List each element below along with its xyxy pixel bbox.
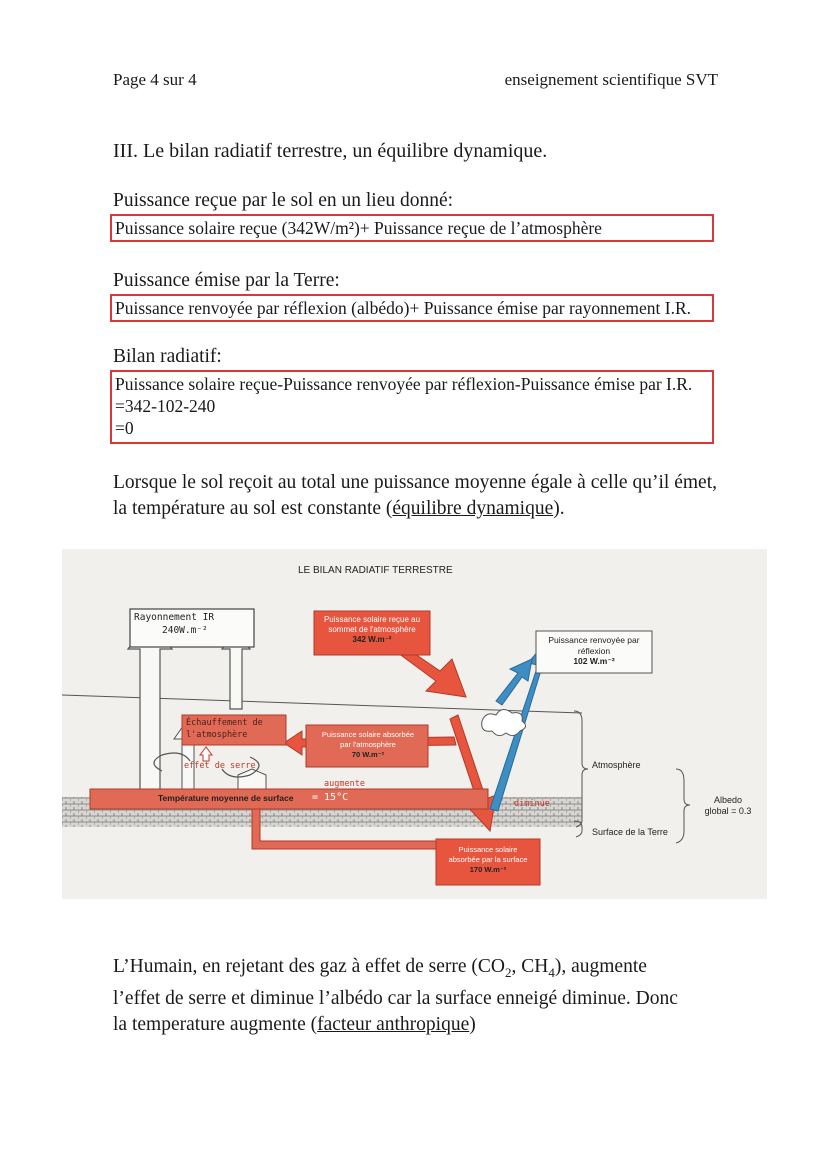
anthropic-line1-mid: , CH bbox=[511, 956, 549, 977]
decrease-label: diminue bbox=[514, 799, 550, 809]
solar-incoming-value: 342 W.m⁻² bbox=[352, 635, 392, 644]
absorbed-surface-text bbox=[436, 845, 540, 875]
block-balance-line-3: =0 bbox=[115, 418, 134, 438]
atmo-heating-text bbox=[186, 717, 286, 741]
absorbed-surface-line-2: absorbée par la surface bbox=[448, 855, 528, 864]
block-emitted-label: Puissance émise par la Terre: bbox=[113, 270, 340, 291]
link-facteur-anthropique: facteur anthropique bbox=[317, 1013, 470, 1035]
paragraph-equilibrium bbox=[113, 470, 717, 522]
reflected-line-2: réflexion bbox=[577, 645, 611, 656]
link-equilibre-dynamique: équilibre dynamique bbox=[392, 498, 554, 519]
page-number: Page 4 sur 4 bbox=[113, 70, 197, 89]
paragraph-anthropic bbox=[113, 954, 717, 1038]
figure-title: LE BILAN RADIATIF TERRESTRE bbox=[298, 565, 453, 576]
block-balance-box bbox=[110, 370, 714, 444]
solar-incoming-line-2: sommet de l'atmosphère bbox=[328, 625, 416, 634]
absorbed-atmo-line-2: par l'atmosphère bbox=[340, 740, 396, 749]
ir-label: Rayonnement IR bbox=[134, 612, 215, 623]
paragraph-equilibrium-end: ). bbox=[553, 498, 565, 519]
albedo-brace bbox=[676, 769, 690, 843]
increase-label: augmente bbox=[324, 779, 365, 789]
figure-drawing bbox=[62, 549, 767, 899]
ir-value: 240W.m⁻² bbox=[162, 625, 208, 636]
radiative-balance-figure bbox=[62, 549, 767, 899]
anthropic-line3-pre: la temperature augmente ( bbox=[113, 1013, 318, 1035]
block-received-label: Puissance reçue par le sol en un lieu donné: bbox=[113, 190, 454, 211]
absorbed-atmo-text bbox=[308, 730, 428, 760]
paragraph-anthropic-line-2: l’effet de serre et diminue l’albédo car la surface enneigé diminue. Donc bbox=[113, 987, 678, 1009]
anthropic-line1-pre: L’Humain, en rejetant des gaz à effet de serre (CO bbox=[113, 956, 505, 977]
atmosphere-label: Atmosphère bbox=[592, 760, 641, 770]
absorbed-atmo-value: 70 W.m⁻² bbox=[351, 750, 385, 759]
albedo-line-1: Albedo bbox=[713, 795, 743, 805]
surface-label: Surface de la Terre bbox=[592, 827, 668, 837]
albedo-line-2: global = 0.3 bbox=[704, 806, 752, 816]
surface-temp-label: Température moyenne de surface bbox=[158, 793, 294, 803]
paragraph-anthropic-line-3 bbox=[113, 1012, 717, 1038]
block-balance-line-2: =342-102-240 bbox=[115, 396, 216, 416]
block-received-box bbox=[110, 214, 714, 242]
reflected-line-1: Puissance renvoyée par bbox=[548, 635, 640, 645]
albedo-label bbox=[698, 795, 758, 817]
atmo-heating-line-2: l'atmosphère bbox=[186, 730, 248, 740]
reflected-value: 102 W.m⁻² bbox=[573, 656, 615, 666]
solar-incoming-text bbox=[314, 615, 430, 645]
greenhouse-up-icon bbox=[200, 747, 212, 761]
paragraph-equilibrium-text: Lorsque le sol reçoit au total une puissance moyenne égale à celle qu’il émet, la température au sol est constante ( bbox=[113, 472, 717, 519]
anthropic-line3-post: ) bbox=[469, 1013, 476, 1035]
greenhouse-label: effet de serre bbox=[184, 761, 256, 771]
absorbed-atmo-line-1: Puissance solaire absorbée bbox=[321, 730, 415, 739]
block-balance-line-1: Puissance solaire reçue-Puissance renvoyée par réflexion-Puissance émise par I.R. bbox=[115, 374, 693, 394]
atmo-heating-line-1: Échauffement de bbox=[186, 718, 263, 728]
paragraph-anthropic-line-1 bbox=[113, 954, 717, 986]
block-emitted-line: Puissance renvoyée par réflexion (albédo)+ Puissance émise par rayonnement I.R. bbox=[115, 298, 691, 318]
cloud-icon bbox=[482, 709, 526, 735]
block-emitted-box bbox=[110, 294, 714, 322]
block-balance-label: Bilan radiatif: bbox=[113, 346, 222, 367]
co2-subscript: 2 bbox=[505, 964, 512, 980]
ch4-subscript: 4 bbox=[548, 964, 555, 980]
reflected-text bbox=[536, 635, 652, 667]
solar-incoming-line-1: Puissance solaire reçue au bbox=[323, 615, 421, 624]
ir-box-text bbox=[134, 611, 254, 637]
surface-temp-value: = 15°C bbox=[312, 792, 349, 803]
subject-header: enseignement scientifique SVT bbox=[504, 70, 718, 89]
anthropic-line1-post: ), augmente bbox=[554, 956, 647, 977]
absorbed-surface-line-1: Puissance solaire bbox=[458, 845, 518, 854]
absorbed-surface-value: 170 W.m⁻² bbox=[469, 865, 507, 874]
block-received-line: Puissance solaire reçue (342W/m²)+ Puissance reçue de l’atmosphère bbox=[115, 218, 602, 238]
section-title: III. Le bilan radiatif terrestre, un équilibre dynamique. bbox=[113, 140, 548, 162]
